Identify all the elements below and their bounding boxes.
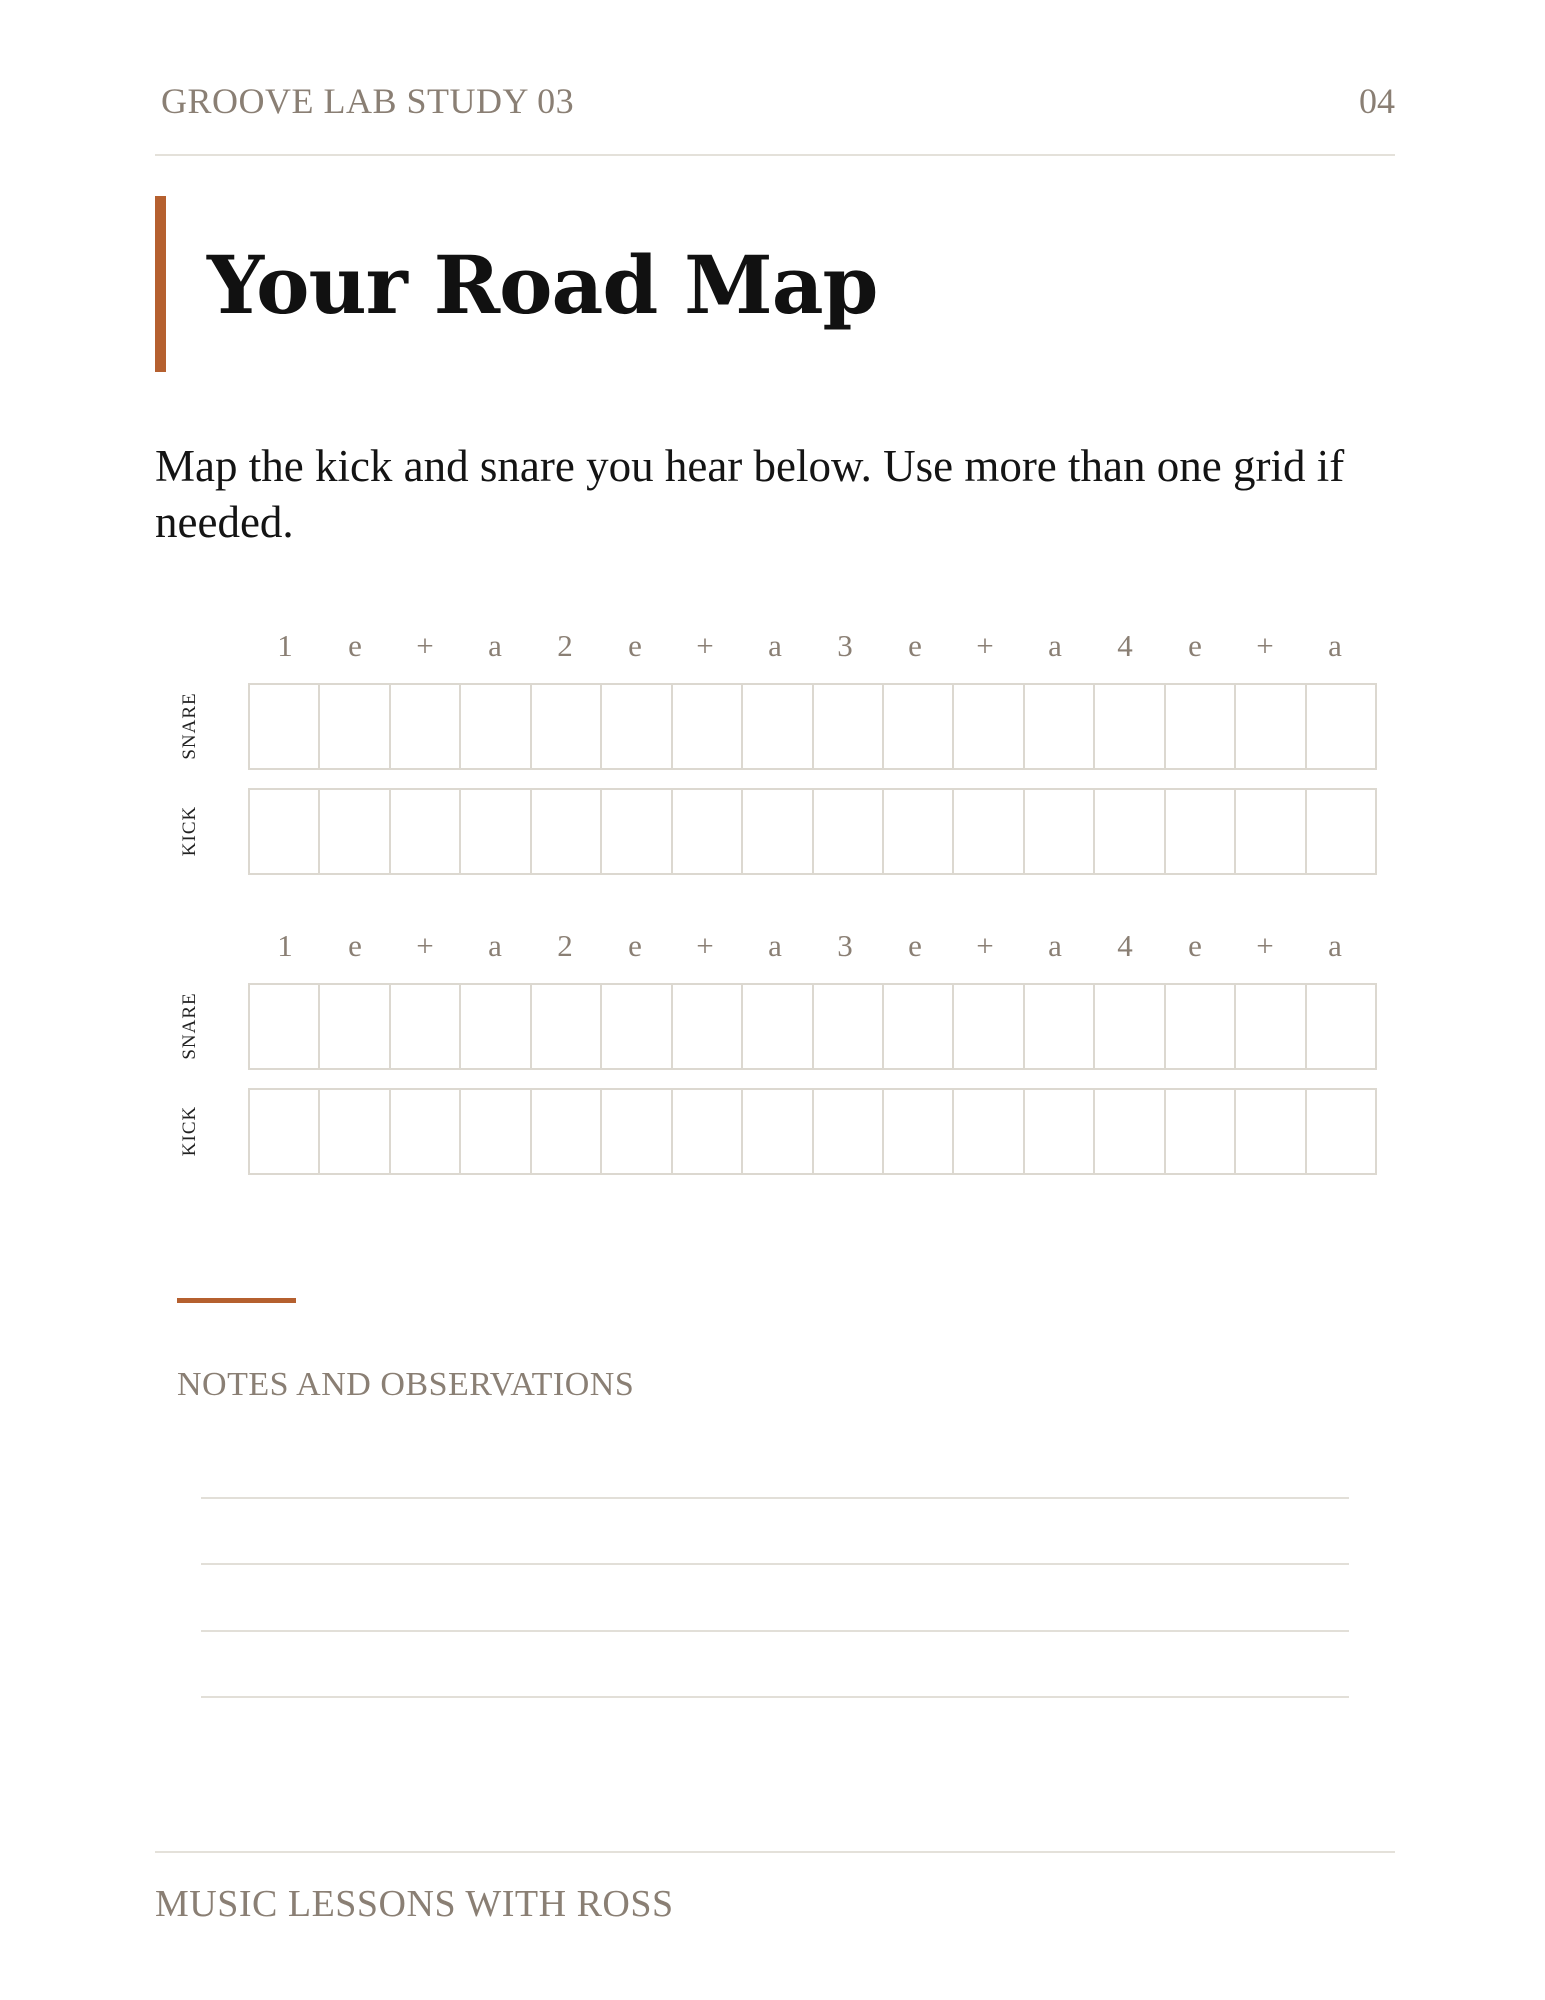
snare-row-label	[155, 683, 225, 768]
grid-cell[interactable]	[391, 1090, 461, 1173]
beat-label: a	[768, 928, 782, 963]
kick-label: KICK	[179, 1105, 200, 1156]
kick-row	[155, 1088, 1395, 1173]
beat-label: 2	[557, 928, 573, 963]
beat-label: +	[696, 928, 714, 963]
kick-cells[interactable]	[248, 788, 1377, 875]
beat-label: e	[348, 628, 362, 663]
beat-label: +	[1256, 628, 1274, 663]
notes-heading: NOTES AND OBSERVATIONS	[177, 1366, 635, 1403]
beat-label: a	[1328, 628, 1342, 663]
notes-line[interactable]	[201, 1497, 1349, 1499]
grid-cell[interactable]	[391, 685, 461, 768]
snare-cells[interactable]	[248, 683, 1377, 770]
beat-label: +	[696, 628, 714, 663]
grid-cell[interactable]	[1236, 685, 1306, 768]
grid-cell[interactable]	[250, 685, 320, 768]
grid-cell[interactable]	[1025, 985, 1095, 1068]
snare-label: SNARE	[179, 991, 200, 1060]
notes-accent-bar	[177, 1298, 296, 1303]
grid-cell[interactable]	[814, 685, 884, 768]
grid-cell[interactable]	[1025, 790, 1095, 873]
beat-label: 3	[837, 628, 853, 663]
beat-count-row	[250, 928, 1375, 978]
grid-cell[interactable]	[673, 985, 743, 1068]
grid-cell[interactable]	[532, 985, 602, 1068]
snare-row	[155, 983, 1395, 1068]
grid-cell[interactable]	[954, 790, 1024, 873]
grid-cell[interactable]	[954, 1090, 1024, 1173]
grid-cell[interactable]	[461, 985, 531, 1068]
kick-row	[155, 788, 1395, 873]
grid-cell[interactable]	[532, 790, 602, 873]
grid-cell[interactable]	[602, 1090, 672, 1173]
grid-cell[interactable]	[320, 790, 390, 873]
grid-cell[interactable]	[1025, 685, 1095, 768]
grid-cell[interactable]	[954, 985, 1024, 1068]
notes-line[interactable]	[201, 1563, 1349, 1565]
snare-label: SNARE	[179, 691, 200, 760]
grid-cell[interactable]	[814, 790, 884, 873]
beat-label: a	[1048, 928, 1062, 963]
grid-cell[interactable]	[532, 685, 602, 768]
title-accent-bar	[155, 196, 166, 372]
grid-cell[interactable]	[814, 1090, 884, 1173]
beat-count-row	[250, 628, 1375, 678]
grid-cell[interactable]	[320, 1090, 390, 1173]
beat-label: 2	[557, 628, 573, 663]
beat-label: e	[348, 928, 362, 963]
footer-text: MUSIC LESSONS WITH ROSS	[155, 1883, 674, 1925]
grid-cell[interactable]	[320, 985, 390, 1068]
grid-cell[interactable]	[391, 985, 461, 1068]
grid-cell[interactable]	[673, 1090, 743, 1173]
footer-divider	[155, 1851, 1395, 1853]
grid-cell[interactable]	[602, 685, 672, 768]
beat-label: e	[908, 928, 922, 963]
grid-cell[interactable]	[1166, 985, 1236, 1068]
beat-label: a	[1328, 928, 1342, 963]
snare-row	[155, 683, 1395, 768]
beat-label: +	[416, 628, 434, 663]
grid-cell[interactable]	[1236, 790, 1306, 873]
notes-line[interactable]	[201, 1630, 1349, 1632]
page-title: Your Road Map	[207, 238, 878, 332]
kick-label: KICK	[179, 805, 200, 856]
grid-cell[interactable]	[1307, 790, 1375, 873]
beat-label: a	[1048, 628, 1062, 663]
beat-label: 1	[277, 628, 293, 663]
beat-label: e	[1188, 628, 1202, 663]
beat-label: e	[1188, 928, 1202, 963]
grid-cell[interactable]	[673, 685, 743, 768]
page-number: 04	[1359, 81, 1395, 121]
intro-text: Map the kick and snare you hear below. Use more than one grid if needed.	[155, 441, 1345, 547]
beat-label: +	[976, 628, 994, 663]
grid-cell[interactable]	[814, 985, 884, 1068]
grid-cell[interactable]	[884, 1090, 954, 1173]
grid-cell[interactable]	[743, 985, 813, 1068]
grid-cell[interactable]	[884, 985, 954, 1068]
grid-cell[interactable]	[1166, 1090, 1236, 1173]
grid-cell[interactable]	[743, 790, 813, 873]
beat-label: 4	[1117, 928, 1133, 963]
grid-cell[interactable]	[673, 790, 743, 873]
snare-row-label	[155, 983, 225, 1068]
grid-cell[interactable]	[250, 1090, 320, 1173]
grid-cell[interactable]	[532, 1090, 602, 1173]
study-label: GROOVE LAB STUDY 03	[161, 81, 575, 121]
grid-cell[interactable]	[461, 685, 531, 768]
beat-label: +	[976, 928, 994, 963]
grid-cell[interactable]	[602, 790, 672, 873]
grid-cell[interactable]	[1166, 790, 1236, 873]
beat-label: a	[488, 628, 502, 663]
grid-cell[interactable]	[1236, 985, 1306, 1068]
grid-cell[interactable]	[1236, 1090, 1306, 1173]
snare-cells[interactable]	[248, 983, 1377, 1070]
grid-cell[interactable]	[320, 685, 390, 768]
grid-cell[interactable]	[461, 790, 531, 873]
grid-cell[interactable]	[1095, 790, 1165, 873]
grid-cell[interactable]	[391, 790, 461, 873]
beat-label: e	[628, 628, 642, 663]
kick-row-label	[155, 788, 225, 873]
beat-label: e	[628, 928, 642, 963]
grid-cell[interactable]	[1095, 1090, 1165, 1173]
kick-row-label	[155, 1088, 225, 1173]
grid-cell[interactable]	[743, 1090, 813, 1173]
notes-line[interactable]	[201, 1696, 1349, 1698]
page-header	[155, 72, 1395, 156]
grid-cell[interactable]	[1307, 685, 1375, 768]
beat-label: 1	[277, 928, 293, 963]
grid-cell[interactable]	[250, 985, 320, 1068]
grid-cell[interactable]	[1307, 985, 1375, 1068]
grid-cell[interactable]	[1166, 685, 1236, 768]
grid-cell[interactable]	[1025, 1090, 1095, 1173]
grid-cell[interactable]	[884, 685, 954, 768]
beat-label: e	[908, 628, 922, 663]
grid-cell[interactable]	[1095, 985, 1165, 1068]
kick-cells[interactable]	[248, 1088, 1377, 1175]
beat-label: +	[416, 928, 434, 963]
beat-label: 3	[837, 928, 853, 963]
beat-label: +	[1256, 928, 1274, 963]
grid-cell[interactable]	[461, 1090, 531, 1173]
grid-cell[interactable]	[743, 685, 813, 768]
grid-cell[interactable]	[884, 790, 954, 873]
grid-cell[interactable]	[250, 790, 320, 873]
beat-label: a	[768, 628, 782, 663]
beat-label: a	[488, 928, 502, 963]
grid-cell[interactable]	[1095, 685, 1165, 768]
grid-cell[interactable]	[954, 685, 1024, 768]
beat-label: 4	[1117, 628, 1133, 663]
grid-cell[interactable]	[602, 985, 672, 1068]
grid-cell[interactable]	[1307, 1090, 1375, 1173]
